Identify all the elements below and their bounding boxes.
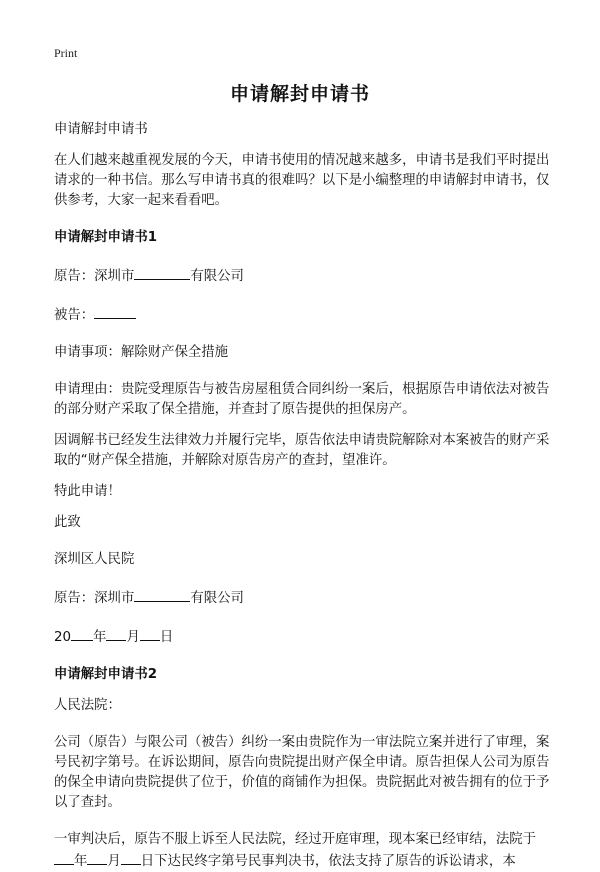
matter-line: 申请事项：解除财产保全措施 [54, 345, 229, 360]
sign-company-blank [134, 587, 190, 602]
date-day: 日 [159, 630, 174, 645]
para2-line1: 一审判决后，原告不服上诉至人民法院，经过开庭审理，现本案已经审结，法院于 [54, 832, 537, 847]
date-prefix: 20 [54, 630, 72, 645]
section2-paragraph1: 公司（原告）与限公司（被告）纠纷一案由贵院作为一审法院立案并进行了审理，案号民初字第号。在诉讼期间，原告向贵院提出财产保全申请。原告担保人公司为原告的保全申请向贵院提供了位于，价值的商铺作为担保。贵院据此对被告拥有的位于予以了查封。 [54, 735, 550, 810]
defendant-name-blank [94, 304, 136, 319]
signature-line [54, 587, 550, 609]
para2-year-blank [54, 850, 74, 865]
date-year: 年 [93, 630, 107, 645]
date-line [54, 626, 550, 648]
date-month: 月 [126, 630, 140, 645]
day-blank [140, 626, 160, 641]
section2-paragraph2 [54, 830, 550, 872]
intro-paragraph: 在人们越来越重视发展的今天，申请书使用的情况越来越多，申请书是我们平时提出请求的一种书信。那么写申请书真的很难吗？以下是小编整理的申请解封申请书，仅供参考，大家一起来看看吧。 [54, 153, 550, 208]
defendant-line [54, 304, 550, 326]
para2-day-blank [121, 850, 141, 865]
para2-rest: 日下达民终字第号民事判决书，依法支持了原告的诉讼请求，本 [140, 854, 516, 869]
reason-paragraph: 申请理由：贵院受理原告与被告房屋租赁合同纠纷一案后，根据原告申请依法对被告的部分财产采取了保全措施，并查封了原告提供的担保房产。 [54, 382, 550, 417]
month-blank [106, 626, 126, 641]
subtitle: 申请解封申请书 [54, 122, 148, 137]
court-line: 深圳区人民院 [54, 552, 135, 567]
para2-year: 年 [74, 854, 88, 869]
section2-heading: 申请解封申请书2 [54, 667, 158, 682]
document-body [54, 120, 550, 872]
defendant-prefix: 被告： [54, 308, 95, 323]
reason2-paragraph: 因调解书已经发生法律效力并履行完毕，原告依法申请贵院解除对本案被告的财产采取的“财产保全措施，并解除对原告房产的查封，望准许。 [54, 433, 550, 468]
salute-line: 此致 [54, 515, 81, 530]
section1-heading: 申请解封申请书1 [54, 230, 158, 245]
request-line: 特此申请！ [54, 484, 121, 499]
plaintiff-prefix: 原告：深圳市 [54, 269, 135, 284]
addressee-line: 人民法院： [54, 698, 121, 713]
para2-month: 月 [107, 854, 121, 869]
plaintiff-suffix: 有限公司 [190, 269, 244, 284]
sign-prefix: 原告：深圳市 [54, 591, 135, 606]
print-label: Print [54, 46, 78, 60]
sign-suffix: 有限公司 [190, 591, 244, 606]
plaintiff-line [54, 265, 550, 287]
document-title: 申请解封申请书 [229, 83, 370, 105]
company-name-blank [134, 265, 190, 280]
para2-month-blank [87, 850, 107, 865]
year-blank [71, 626, 93, 641]
